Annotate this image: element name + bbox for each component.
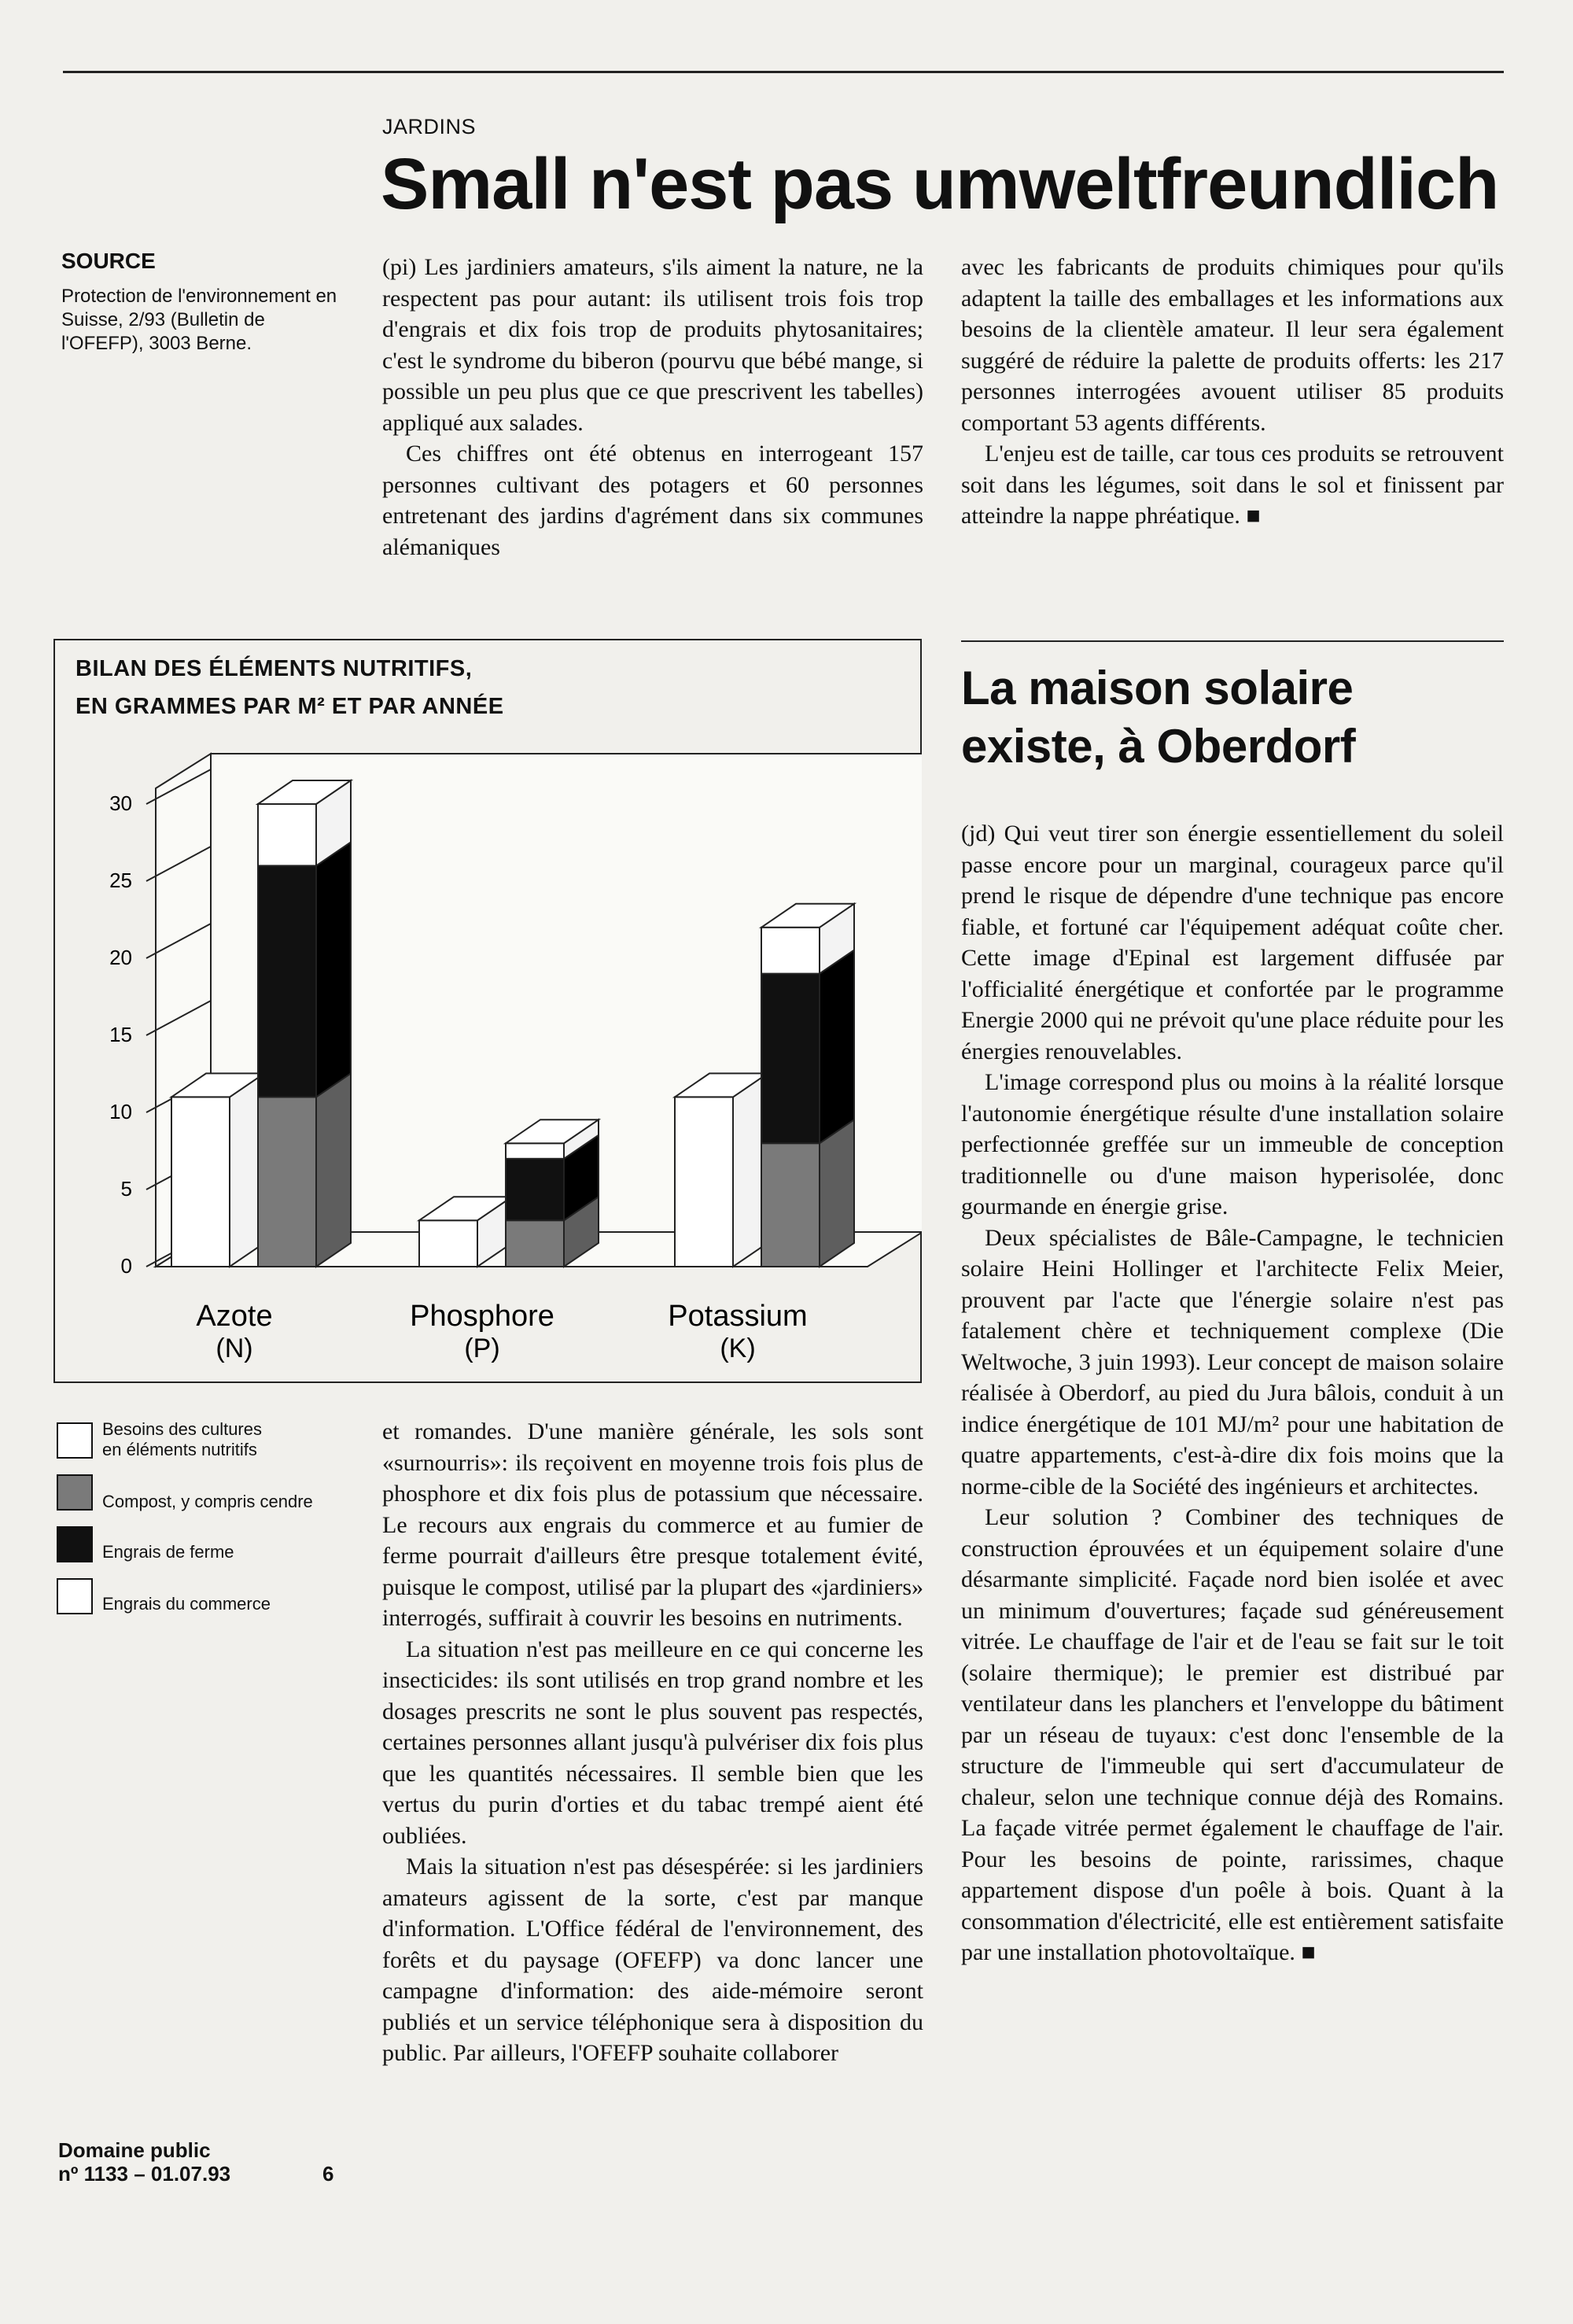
legend-label-compost: Compost, y compris cendre bbox=[102, 1492, 313, 1511]
article2-paragraph: L'image correspond plus ou moins à la réalité lorsque l'autonomie énergétique résulte d'une installation solaire perfectionnée greffée sur un immeuble de conception traditionnelle ou d'une maison hyperisolée, donc gourmande en énergie grise. bbox=[961, 1069, 1504, 1219]
page-number: 6 bbox=[322, 2162, 334, 2186]
needs-bar-front bbox=[675, 1097, 733, 1267]
article1-paragraph: La situation n'est pas meilleure en ce qui concerne les insecticides: ils sont utilisés en trop grand nombre et les dosages prescrits ne sont le plus souvent pas respectés, certaines personnes allant jusqu'à pulvériser dix fois plus que les quantités nécessaires. Il semble bien que les vertus du purin d'orties et du tabac trempé aient été oubliées. bbox=[382, 1636, 923, 1849]
category-label: Phosphore bbox=[410, 1300, 554, 1333]
legend-label-ferme: Engrais de ferme bbox=[102, 1542, 234, 1562]
source-label: SOURCE bbox=[61, 249, 156, 273]
article1-paragraph: avec les fabricants de produits chimiques pour qu'ils adaptent la taille des emballages et les informations aux besoins de la clientèle amateur. Il leur sera également suggéré de réduire la palette de produits offerts: les 217 personnes interrogées avouent utiliser 85 produits comportant 53 agents différents. bbox=[961, 254, 1504, 436]
y-tick-label: 20 bbox=[109, 946, 132, 969]
category-label: Azote bbox=[196, 1300, 273, 1333]
article2-headline-line2: existe, à Oberdorf bbox=[961, 720, 1356, 773]
article2-paragraph: Deux spécialistes de Bâle-Campagne, le technicien solaire Heini Hollinger et l'architecte Felix Meier, prouvent par l'acte que l'énergie solaire n'est pas fatalement chère et techniquement complexe (Die Weltwoche, 3 juin 1993). Leur concept de maison solaire réalisée à Oberdorf, au pied du Jura bâlois, conduit à un indice énergétique de 101 MJ/m² pour une habitation de quatre appartements, c'est-à-dire dix fois moins que la norme-cible de la Société des ingénieurs et architectes. bbox=[961, 1224, 1504, 1500]
y-tick-label: 5 bbox=[120, 1177, 132, 1201]
stacked-bar-segment bbox=[258, 842, 351, 1097]
stacked-bar-segment-side bbox=[316, 1073, 351, 1267]
y-tick-label: 0 bbox=[120, 1254, 132, 1278]
article-headline: Small n'est pas umweltfreundlich bbox=[381, 144, 1499, 224]
article2-paragraph: Leur solution ? Combiner des techniques de construction éprouvées et un équipement solaire d'une désarmante simplicité. Façade nord bien isolée et avec un minimum d'ouvertures; façade sud généreusement vitrée. Le chauffage de l'air et de l'eau se fait sur le toit (solaire thermique); le premier est distribué par ventilateur dans les planchers et l'enveloppe du bâtiment par un réseau de tuyaux: c'est donc l'ensemble de la structure de l'immeuble qui sert d'accumulateur de chaleur, selon une technique connue déjà des Romains. La façade vitrée permet également le chauffage de l'air. Pour les besoins de pointe, rarissimes, chaque appartement dispose d'un poêle à bois. Quant à la consommation d'électricité, elle est entièrement satisfaite par une installation photovoltaïque. ■ bbox=[961, 1504, 1504, 1965]
needs-bar bbox=[675, 1073, 768, 1267]
publication-footer bbox=[58, 2138, 230, 2186]
top-rule bbox=[63, 71, 1504, 73]
source-text: Protection de l'environnement en Suisse, 2/93 (Bulletin de l'OFEFP), 3003 Berne. bbox=[61, 286, 337, 354]
needs-bar-front bbox=[171, 1097, 230, 1267]
category-symbol: (N) bbox=[216, 1334, 253, 1363]
section-divider bbox=[961, 640, 1504, 642]
legend-needs-line1: Besoins des cultures bbox=[102, 1419, 262, 1439]
section-kicker: JARDINS bbox=[382, 115, 477, 138]
legend-swatch-compost bbox=[57, 1474, 93, 1511]
legend-swatch-ferme bbox=[57, 1526, 93, 1562]
article2-paragraph: (jd) Qui veut tirer son énergie essentiellement du soleil passe encore pour un marginal, courageux parce qu'il prend le risque de dépendre d'une technique pas encore fiable, et fortuné car l'équipement adéquat coûte cher. Cette image d'Epinal est largement diffusée par l'officialité énergétique et confortée par le programme Energie 2000 qui ne prévoit qu'une place réduite pour les énergies renouvelables. bbox=[961, 821, 1504, 1064]
chart-title-line2: EN GRAMMES PAR M² ET PAR ANNÉE bbox=[76, 694, 504, 719]
legend-label-needs bbox=[102, 1419, 262, 1460]
stacked-bar-segment-front bbox=[506, 1220, 564, 1267]
y-tick-label: 30 bbox=[109, 791, 132, 815]
legend-swatch-needs bbox=[57, 1422, 93, 1459]
article1-column2 bbox=[961, 252, 1504, 532]
article1-continuation bbox=[382, 1416, 923, 2069]
stacked-bar-segment-front bbox=[506, 1143, 564, 1159]
x-axis-labels bbox=[196, 1300, 807, 1363]
article2-headline-line1: La maison solaire bbox=[961, 662, 1354, 714]
article2-headline bbox=[961, 659, 1355, 776]
chart-title-line1: BILAN DES ÉLÉMENTS NUTRITIFS, bbox=[76, 656, 473, 681]
article2-body bbox=[961, 818, 1504, 1968]
stacked-bar-segment-front bbox=[258, 1097, 316, 1267]
legend-needs-line2: en éléments nutritifs bbox=[102, 1440, 257, 1459]
article1-paragraph: (pi) Les jardiniers amateurs, s'ils aiment la nature, ne la respectent pas pour autant: ils utilisent trois fois trop d'engrais et dix fois trop de produits phytosanitaires; c'est le syndrome du biberon (pourvu que bébé mange, si possible un peu plus que ce que prescrivent les tabelles) appliqué aux salades. bbox=[382, 254, 923, 436]
issue-number: nº 1133 – 01.07.93 bbox=[58, 2162, 231, 2186]
publication-name: Domaine public bbox=[58, 2138, 211, 2162]
stacked-bar-segment-side bbox=[820, 1120, 854, 1267]
stacked-bar-segment-front bbox=[506, 1159, 564, 1220]
article1-paragraph: Ces chiffres ont été obtenus en interrogeant 157 personnes cultivant des potagers et 60 personnes entretenant des jardins d'agrément dans six communes alémaniques bbox=[382, 441, 923, 560]
article1-paragraph: Mais la situation n'est pas désespérée: si les jardiniers amateurs agissent de la sorte, c'est par manque d'information. L'Office fédéral de l'environnement, des forêts et du paysage (OFEFP) va donc lancer une campagne d'information: des aide-mémoire seront publiés et un service téléphonique sera à disposition du public. Par ailleurs, l'OFEFP souhaite collaborer bbox=[382, 1854, 923, 2066]
stacked-bar-segment bbox=[761, 950, 854, 1144]
article1-paragraph: et romandes. D'une manière générale, les sols sont «surnourris»: ils reçoivent en moyenne trois fois plus de phosphore et dix fois plus de potassium que nécessaire. Le recours aux engrais du commerce et au fumier de ferme pourrait d'ailleurs être presque totalement évité, puisque le compost, utilisé par la plupart des «jardiniers» interrogés, suffirait à couvrir les besoins en nutriments. bbox=[382, 1418, 923, 1631]
stacked-bar-segment bbox=[258, 1073, 351, 1267]
stacked-bar-segment-front bbox=[761, 1143, 820, 1267]
y-tick-label: 10 bbox=[109, 1100, 132, 1123]
needs-bar-front bbox=[419, 1220, 477, 1267]
legend-label-commerce: Engrais du commerce bbox=[102, 1594, 271, 1614]
legend-swatch-commerce bbox=[57, 1578, 93, 1614]
stacked-bar-segment-front bbox=[258, 865, 316, 1097]
category-label: Potassium bbox=[668, 1300, 808, 1333]
stacked-bar-segment-front bbox=[761, 974, 820, 1144]
y-tick-label: 15 bbox=[109, 1023, 132, 1046]
stacked-bar-segment-side bbox=[316, 842, 351, 1097]
article1-paragraph: L'enjeu est de taille, car tous ces produits se retrouvent soit dans les légumes, soit dans le sol et finissent par atteindre la nappe phréatique. ■ bbox=[961, 441, 1504, 529]
nutrient-balance-chart bbox=[53, 740, 922, 1377]
stacked-bar-segment-front bbox=[258, 804, 316, 865]
chart-title bbox=[76, 650, 504, 725]
stacked-bar-segment-front bbox=[761, 928, 820, 974]
article1-column1 bbox=[382, 252, 923, 563]
category-symbol: (P) bbox=[464, 1334, 500, 1363]
needs-bar bbox=[171, 1073, 264, 1267]
y-tick-label: 25 bbox=[109, 869, 132, 892]
stacked-bar-segment-side bbox=[820, 950, 854, 1144]
category-symbol: (K) bbox=[720, 1334, 756, 1363]
